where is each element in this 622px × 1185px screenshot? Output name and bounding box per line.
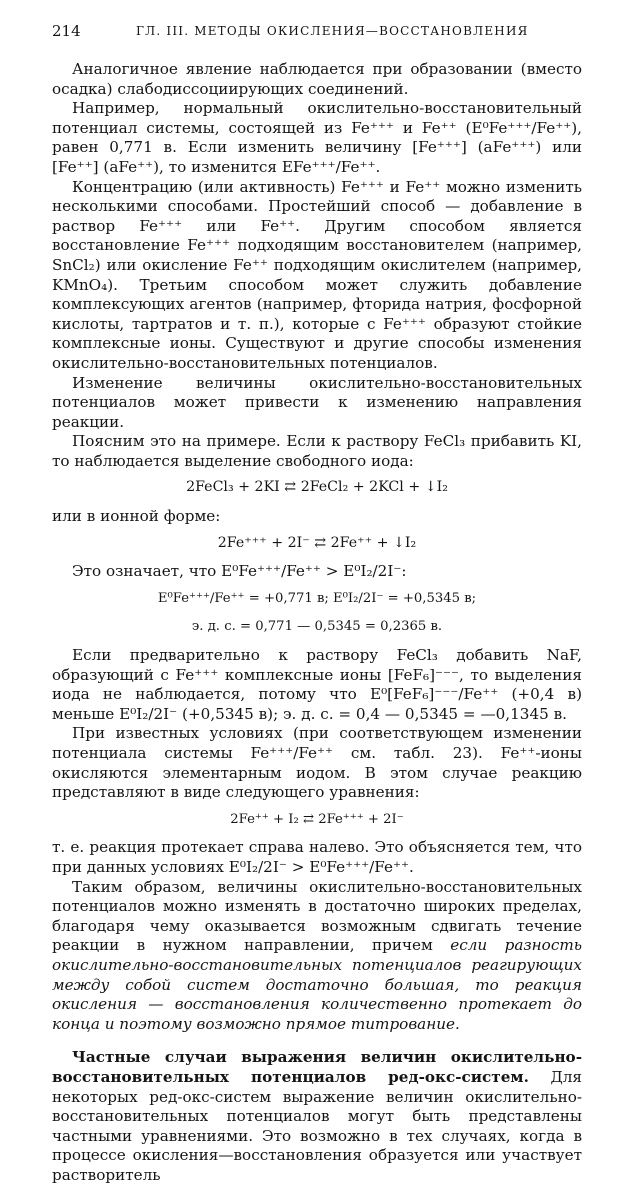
paragraph: Это означает, что E⁰Fe⁺⁺⁺/Fe⁺⁺ > E⁰I₂/2I⁻:	[72, 562, 407, 581]
equation: 2Fe⁺⁺⁺ + 2I⁻ ⇄ 2Fe⁺⁺ + ↓I₂	[217, 534, 417, 551]
paragraph-text: Таким образом, величины окислительно-восстановительных потенциалов можно изменять в достаточно широких пределах, благодаря чему оказывается возможным сдвигать течение реакции в нужном направлении, причем	[52, 877, 582, 955]
paragraph: или в ионной форме:	[52, 507, 221, 526]
equation: E⁰Fe⁺⁺⁺/Fe⁺⁺ = +0,771 в; E⁰I₂/2I⁻ = +0,5345 в;	[157, 590, 477, 606]
paragraph: Аналогичное явление наблюдается при образовании (вместо осадка) слабодиссоциирующих соединений.	[52, 60, 582, 98]
paragraph: Поясним это на примере. Если к раствору FeCl₃ прибавить KI, то наблюдается выделение свободного иода:	[52, 432, 582, 470]
emphasis-text: если разность окислительно-восстановительных потенциалов реагирующих между собой систем достаточно большая, то реакция окисления — восстановления количественно протекает до конца и поэтому возможно прямое титрование.	[52, 936, 583, 1033]
paragraph: Если предварительно к раствору FeCl₃ добавить NaF, образующий с Fe⁺⁺⁺ комплексные ионы [FeF₆]⁻⁻⁻, то выделения иода не наблюдается, потому что E⁰[FeF₆]⁻⁻⁻/Fe⁺⁺ (+0,4 в) меньше E⁰I₂/2I⁻ (+0,5345 в); э. д. с. = 0,4 — 0,5345 = —0,1345 в.	[52, 646, 582, 723]
text-body	[52, 60, 582, 1185]
section-run-in-heading: Частные случаи выражения величин окислительно-восстановительных потенциалов ред-окс-систем.	[52, 1048, 582, 1086]
equation: 2FeCl₃ + 2KI ⇄ 2FeCl₂ + 2KCl + ↓I₂	[186, 479, 448, 496]
paragraph: Изменение величины окислительно-восстановительных потенциалов может привести к изменению направления реакции.	[52, 373, 582, 431]
page-header	[52, 22, 574, 42]
paragraph-text: Для некоторых ред-окс-систем выражение величин окислительно-восстановительных потенциалов могут быть представлены частными уравнениями. Это возможно в тех случаях, когда в процессе окисления—восстановления образуется или участвует растворитель	[52, 1067, 583, 1184]
paragraph	[52, 1048, 582, 1185]
running-head: ГЛ. III. МЕТОДЫ ОКИСЛЕНИЯ—ВОССТАНОВЛЕНИЯ	[136, 24, 529, 38]
equation: 2Fe⁺⁺ + I₂ ⇄ 2Fe⁺⁺⁺ + 2I⁻	[230, 811, 404, 827]
equation: э. д. с. = 0,771 — 0,5345 = 0,2365 в.	[191, 619, 443, 635]
page-number: 214	[52, 22, 81, 40]
paragraph: т. е. реакция протекает справа налево. Это объясняется тем, что при данных условиях E⁰I₂/2I⁻ > E⁰Fe⁺⁺⁺/Fe⁺⁺.	[52, 838, 582, 876]
paragraph: Концентрацию (или активность) Fe⁺⁺⁺ и Fe⁺⁺ можно изменить несколькими способами. Простейший способ — добавление в раствор Fe⁺⁺⁺ или Fe⁺⁺. Другим способом является восстановление Fe⁺⁺⁺ подходящим восстановителем (например, SnCl₂) или окисление Fe⁺⁺ подходящим окислителем (например, KMnO₄). Третьим способом может служить добавление комплексующих агентов (например, фторида натрия, фосфорной кислоты, тартратов и т. п.), которые с Fe⁺⁺⁺ образуют стойкие комплексные ионы. Существуют и другие способы изменения окислительно-восстановительных потенциалов.	[52, 177, 582, 372]
paragraph	[52, 878, 582, 1035]
paragraph: При известных условиях (при соответствующем изменении потенциала системы Fe⁺⁺⁺/Fe⁺⁺ см. табл. 23). Fe⁺⁺-ионы окисляются элементарным иодом. В этом случае реакцию представляют в виде следующего уравнения:	[52, 724, 582, 802]
paragraph: Например, нормальный окислительно-восстановительный потенциал системы, состоящей из Fe⁺⁺⁺ и Fe⁺⁺ (E⁰Fe⁺⁺⁺/Fe⁺⁺), равен 0,771 в. Если изменить величину [Fe⁺⁺⁺] (aFe⁺⁺⁺) или [Fe⁺⁺] (aFe⁺⁺), то изменится EFe⁺⁺⁺/Fe⁺⁺.	[52, 99, 582, 176]
